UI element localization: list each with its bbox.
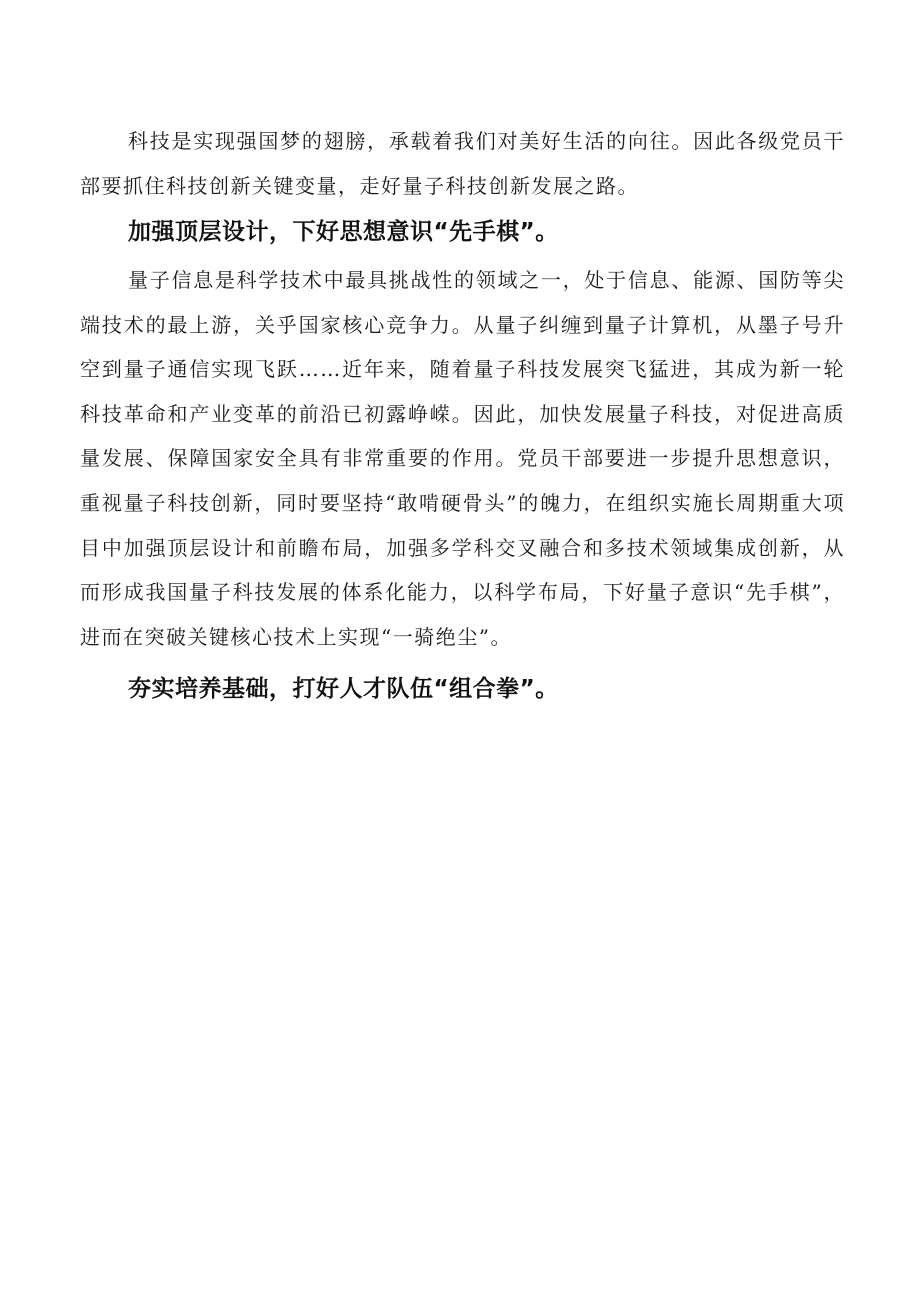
section-heading: 夯实培养基础，打好人才队伍“组合拳”。 [128,676,559,702]
section-heading: 加强顶层设计，下好思想意识“先手棋”。 [128,219,559,245]
body-paragraph: 量子信息是科学技术中最具挑战性的领域之一，处于信息、能源、国防等尖端技术的最上游，关乎国家核心竞争力。从量子纠缠到量子计算机，从墨子号升空到量子通信实现飞跃……近年来，随着量子科技发展突飞猛进，其成为新一轮科技革命和产业变革的前沿已初露峥嵘。因此，加快发展量子科技，对促进高质量发展、保障国家安全具有非常重要的作用。党员干部要进一步提升思想意识，重视量子科技创新，同时要坚持“敢啃硬骨头”的魄力，在组织实施长周期重大项目中加强顶层设计和前瞻布局，加强多学科交叉融合和多技术领域集成创新，从而形成我国量子科技发展的体系化能力，以科学布局，下好量子意识“先手棋”，进而在突破关键核心技术上实现“一骑绝尘”。 [80,268,845,649]
body-paragraph: 科技是实现强国梦的翅膀，承载着我们对美好生活的向往。因此各级党员干部要抓住科技创新关键变量，走好量子科技创新发展之路。 [80,129,845,198]
